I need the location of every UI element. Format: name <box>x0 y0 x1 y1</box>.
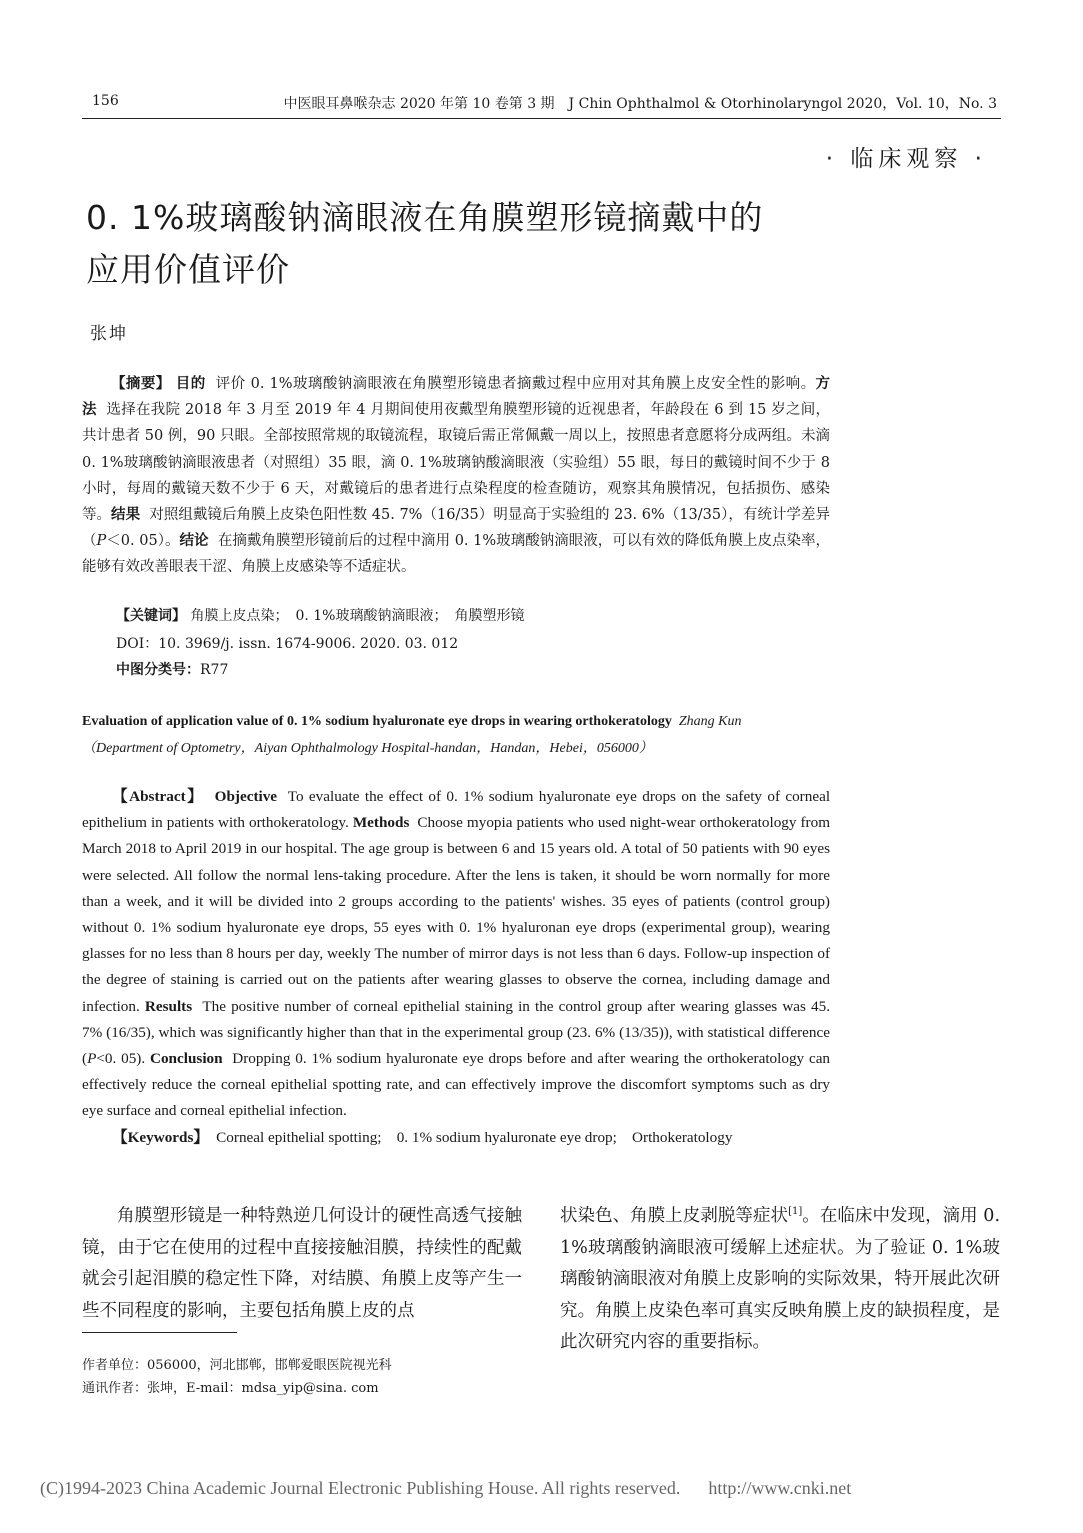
cn-keywords-label: 【关键词】 <box>116 608 186 624</box>
body-left-paragraph: 角膜塑形镜是一种特熟逆几何设计的硬性高透气接触镜，由于它在使用的过程中直接接触泪膜，持续性的配戴就会引起泪膜的稳定性下降，对结膜、角膜上皮等产生一些不同程度的影响，主要包括角膜上皮的点 <box>82 1206 522 1321</box>
body-right-column <box>560 1201 1000 1359</box>
footnote-rule <box>82 1332 237 1333</box>
en-results-text: The positive number of corneal epithelial staining in the control group after wearing glasses was 45. 7% (16/35), which was significantly higher than that in the experimental group (23. 6% (13/35)), with statistical difference ( <box>82 997 831 1068</box>
author-name: 张坤 <box>90 324 128 344</box>
cn-results-text-end: ＜0. 05）。 <box>106 533 180 550</box>
en-objective-text: To evaluate the effect of 0. 1% sodium hyaluronate eye drops on the safety of corneal epithelium in patients with orthokeratology. <box>82 788 831 832</box>
column-tag: · 临床观察 · <box>825 146 987 172</box>
en-methods-label: Methods <box>352 814 410 832</box>
chinese-abstract <box>82 371 830 581</box>
cn-keywords <box>116 605 524 625</box>
en-results-p: P <box>87 1050 97 1068</box>
cn-results-p: P <box>96 533 107 550</box>
cn-results-label: 结果 <box>111 506 141 524</box>
cn-conclusion-text: 在摘戴角膜塑形镜前后的过程中滴用 0. 1%玻璃酸钠滴眼液，可以有效的降低角膜上皮点染率，能够有效改善眼表干涩、角膜上皮感染等不适症状。 <box>82 533 831 576</box>
en-keywords-items: Corneal epithelial spotting; 0. 1% sodium hyaluronate eye drop; Orthokeratology <box>216 1128 733 1146</box>
copyright-text: (C)1994-2023 China Academic Journal Electronic Publishing House. All rights reserved. <box>40 1478 681 1498</box>
en-results-text-end: <0. 05). <box>96 1050 146 1068</box>
copyright-line <box>40 1478 851 1499</box>
clc-value: R77 <box>200 662 229 678</box>
body-left-column <box>82 1201 522 1327</box>
en-objective-label: Objective <box>214 788 278 805</box>
header-rule <box>82 118 1001 119</box>
article-title <box>86 192 763 296</box>
body-right-paragraph <box>560 1201 1000 1359</box>
footnote-corresponding: 通讯作者：张坤，E-mail：mdsa_yip@sina. com <box>82 1381 379 1396</box>
cn-results-text: 对照组戴镜后角膜上皮染色阳性数 45. 7%（16/35）明显高于实验组的 23. 6%（13/35），有统计学差异（ <box>82 507 831 550</box>
cn-keywords-items: 角膜上皮点染； 0. 1%玻璃酸钠滴眼液； 角膜塑形镜 <box>190 608 525 624</box>
cn-abstract-paragraph <box>82 371 830 581</box>
english-abstract <box>82 784 830 1151</box>
title-line-1: 0. 1%玻璃酸钠滴眼液在角膜塑形镜摘戴中的 <box>86 198 764 237</box>
cn-objective-label: 目的 <box>175 375 206 392</box>
cn-abstract-label: 【摘要】 <box>111 375 171 392</box>
en-keywords-label: 【Keywords】 <box>112 1128 209 1146</box>
doi: DOI：10. 3969/j. issn. 1674-9006. 2020. 03. 012 <box>116 636 459 652</box>
en-abstract-label: 【Abstract】 <box>112 788 204 805</box>
clc-label: 中图分类号： <box>116 662 200 678</box>
page-number: 156 <box>92 93 119 109</box>
footnote-affiliation: 作者单位：056000，河北邯郸，邯郸爱眼医院视光科 <box>82 1358 392 1373</box>
en-keywords <box>82 1125 830 1151</box>
citation-ref: [1] <box>788 1206 803 1218</box>
cn-conclusion-label: 结论 <box>179 532 209 550</box>
clc-number <box>116 659 228 679</box>
en-methods-text: Choose myopia patients who used night-wear orthokeratology from March 2018 to April 2019 in our hospital. The age group is between 6 and 15 years old. A total of 50 patients with 90 eyes were selected. All follow the normal lens-taking procedure. After the lens is taken, it should be worn normally for more than a week, and it will be divided into 2 groups according to the patients' wishes. 35 eyes of patients (control group) without 0. 1% sodium hyaluronate eye drops, 55 eyes with 0. 1% hyaluronan eye drops (experimental group), wearing glasses for no less than 8 hours per day, weekly The number of mirror days is not less than 6 days. Follow-up inspection of the degree of staining is carried out on the patients after wearing glasses to observe the cornea, including damage and infection. <box>82 814 831 1015</box>
body-right-text-cont: 。在临床中发现，滴用 0. 1%玻璃酸钠滴眼液可缓解上述症状。为了验证 0. 1%玻璃酸钠滴眼液对角膜上皮影响的实际效果，特开展此次研究。角膜上皮染色率可真实反映角膜上皮的缺损程度，是此次研究内容的重要指标。 <box>560 1206 1001 1352</box>
cnki-link[interactable]: http://www.cnki.net <box>708 1478 852 1498</box>
journal-header: 中医眼耳鼻喉杂志 2020 年第 10 卷第 3 期 J Chin Ophthalmol & Otorhinolaryngol 2020，Vol. 10，No. 3 <box>283 96 997 112</box>
english-title-block <box>82 708 842 762</box>
en-abstract-paragraph <box>82 784 830 1125</box>
english-title: Evaluation of application value of 0. 1% sodium hyaluronate eye drops in wearing orthokeratology <box>82 714 672 729</box>
en-results-label: Results <box>144 997 193 1015</box>
english-author: Zhang Kun <box>678 714 742 729</box>
cn-objective-text: 评价 0. 1%玻璃酸钠滴眼液在角膜塑形镜患者摘戴过程中应用对其角膜上皮安全性的影响。 <box>215 376 816 392</box>
cn-methods-text: 选择在我院 2018 年 3 月至 2019 年 4 月期间使用夜戴型角膜塑形镜的近视患者，年龄段在 6 到 15 岁之间，共计患者 50 例，90 只眼。全部按照常规的取镜流程，取镜后需正常佩戴一周以上，按照患者意愿将分成两组。未滴 0. 1%玻璃酸钠滴眼液患者（对照组）35 眼，滴 0. 1%玻璃钠酸滴眼液（实验组）55 眼，每日的戴镜时间不少于 8 小时，每周的戴镜天数不少于 6 天，对戴镜后的患者进行点染程度的检查随访，观察其角膜情况，包括损伤、感染等。 <box>82 402 830 524</box>
en-conclusion-text: Dropping 0. 1% sodium hyaluronate eye drops before and after wearing the orthokeratology can effectively reduce the corneal epithelial spotting rate, and can effectively improve the discomfort symptoms such as dry eye surface and corneal epithelial infection. <box>82 1050 831 1120</box>
body-right-text: 状染色、角膜上皮剥脱等症状 <box>560 1206 789 1226</box>
cn-methods-label: 方法 <box>82 375 831 419</box>
english-affiliation: （Department of Optometry，Aiyan Ophthalmology Hospital-handan，Handan，Hebei，056000） <box>82 741 653 756</box>
title-line-2: 应用价值评价 <box>86 250 290 289</box>
en-conclusion-label: Conclusion <box>150 1050 223 1068</box>
